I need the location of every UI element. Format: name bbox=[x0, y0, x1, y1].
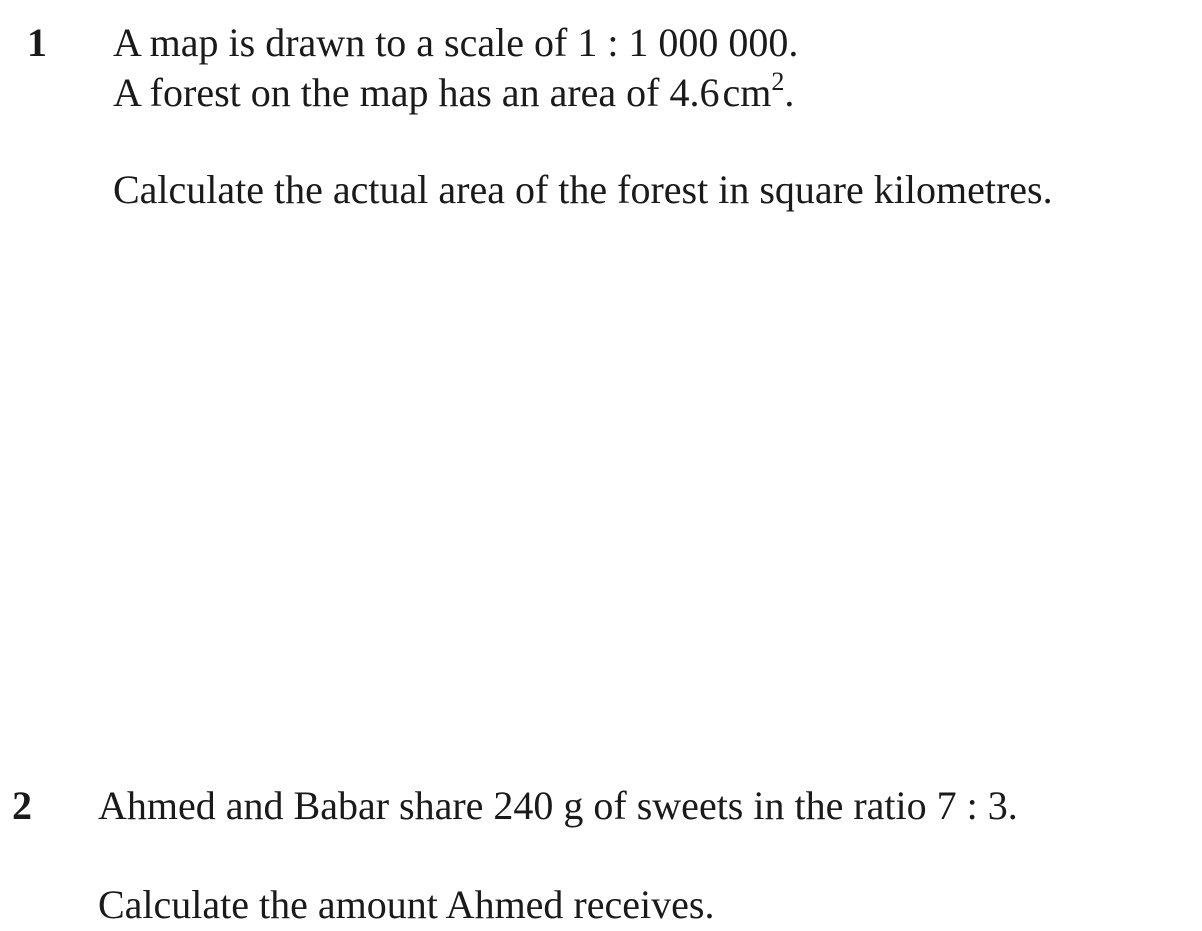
question-text-suffix: . bbox=[784, 70, 795, 115]
question-instruction: Calculate the actual area of the forest in square kilometres. bbox=[113, 167, 1053, 212]
question-text bbox=[113, 67, 795, 115]
question-number: 1 bbox=[27, 20, 47, 65]
question-instruction: Calculate the amount Ahmed receives. bbox=[98, 882, 715, 927]
question-text-prefix: A forest on the map has an area of 4.6 bbox=[113, 70, 720, 115]
question-text: Ahmed and Babar share 240 g of sweets in the ratio 7 : 3. bbox=[98, 783, 1018, 828]
question-text: A map is drawn to a scale of 1 : 1 000 000. bbox=[113, 20, 799, 65]
exponent: 2 bbox=[771, 67, 785, 96]
unit: cm bbox=[722, 70, 772, 115]
question-number: 2 bbox=[12, 783, 32, 828]
